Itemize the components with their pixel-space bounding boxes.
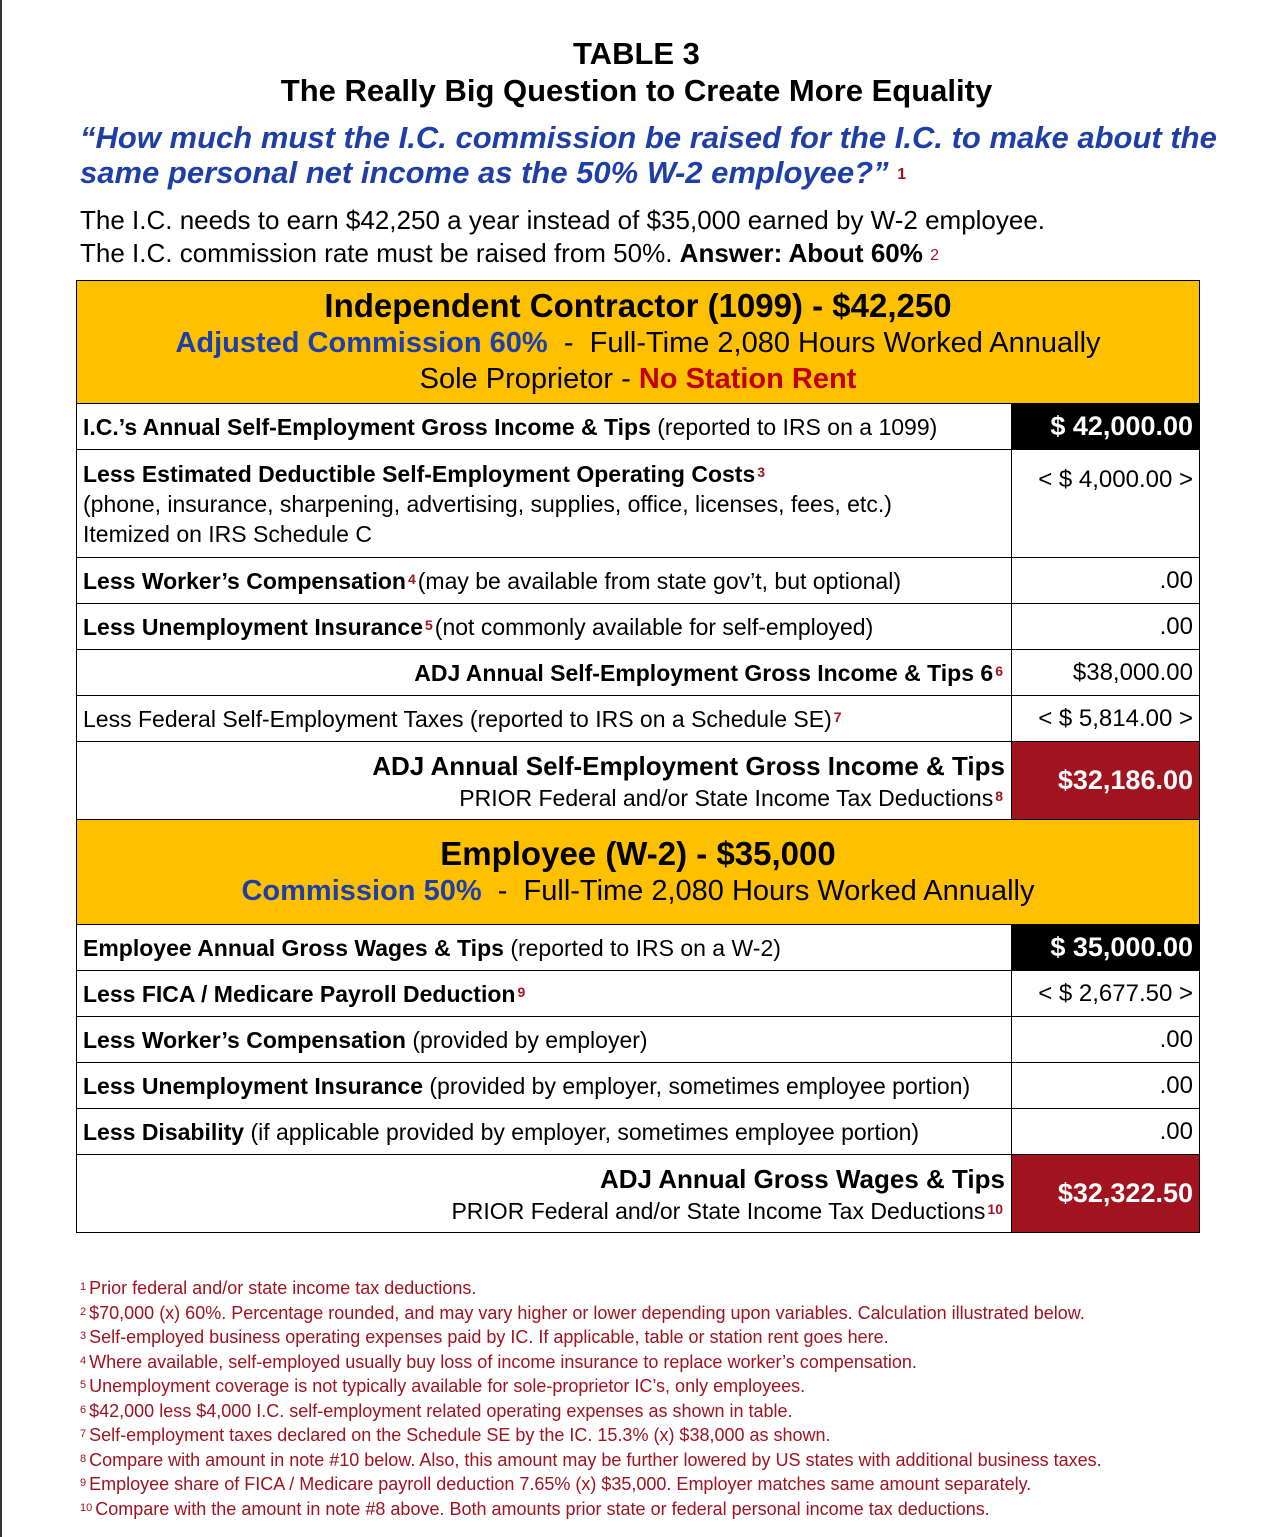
row-amount: $ 42,000.00 bbox=[1012, 404, 1200, 450]
intro-footnote-ref: 2 bbox=[930, 247, 939, 264]
footnote: $^2$ $70,000 (x) 60%. Percentage rounded, and may vary higher or lower depending upon variables. Calculation illustrated below. bbox=[80, 1302, 1085, 1323]
row-amount: .00 bbox=[1012, 558, 1200, 604]
footnote: $^6$ $42,000 less $4,000 I.C. self-employment related operating expenses as shown in table. bbox=[80, 1400, 793, 1421]
ic-section-title: Independent Contractor (1099) - $42,250 bbox=[324, 287, 952, 324]
row-amount: < $ 2,677.50 > bbox=[1012, 971, 1200, 1017]
row-label: ADJ Annual Self-Employment Gross Income & Tips PRIOR Federal and/or State Income Tax Deductions $^8$ bbox=[77, 742, 1012, 820]
table-row bbox=[77, 1017, 1200, 1063]
ic-commission-line: Adjusted Commission 60% - Full-Time 2,080 Hours Worked Annually bbox=[175, 327, 1101, 359]
footnote: $^5$ Unemployment coverage is not typically available for sole-proprietor IC’s, only employees. bbox=[80, 1376, 806, 1396]
big-question bbox=[80, 120, 1220, 190]
row-label: Less Unemployment Insurance $^5$(not commonly available for self-employed) bbox=[77, 604, 1012, 650]
row-label: Less Disability (if applicable provided by employer, sometimes employee portion) bbox=[77, 1109, 1012, 1155]
row-amount: < $ 5,814.00 > bbox=[1012, 696, 1200, 742]
footnote: $^8$ Compare with amount in note #10 below. Also, this amount may be further lowered by US states with additional business taxes. bbox=[80, 1449, 1102, 1470]
title-block bbox=[0, 36, 1273, 110]
question-text: “How much must the I.C. commission be raised for the I.C. to make about the same personal net income as the 50% W-2 employee?” bbox=[80, 120, 1217, 190]
ic-net-amount: $32,186.00 bbox=[1012, 742, 1200, 820]
table-title: TABLE 3 bbox=[573, 36, 700, 71]
question-footnote-ref: 1 bbox=[897, 166, 907, 183]
row-amount: .00 bbox=[1012, 1109, 1200, 1155]
ic-hours: Full-Time 2,080 Hours Worked Annually bbox=[589, 327, 1101, 359]
row-amount: $38,000.00 bbox=[1012, 650, 1200, 696]
table-subtitle: The Really Big Question to Create More Equality bbox=[280, 73, 993, 108]
emp-commission: Commission 50% bbox=[241, 875, 482, 907]
ic-no-rent: No Station Rent bbox=[638, 363, 857, 395]
row-label: ADJ Annual Self-Employment Gross Income & Tips 6 $^6$ bbox=[77, 650, 1012, 696]
comparison-table bbox=[76, 280, 1200, 1233]
table-row bbox=[77, 696, 1200, 742]
intro-line-2: The I.C. commission rate must be raised from 50%. Answer: About 60% $^2$ bbox=[80, 238, 939, 268]
intro-text bbox=[80, 204, 1230, 270]
footnotes bbox=[80, 1276, 1240, 1521]
table-row bbox=[77, 604, 1200, 650]
emp-commission-line: Commission 50% - Full-Time 2,080 Hours Worked Annually bbox=[241, 875, 1035, 907]
footnote: $^3$ Self-employed business operating expenses paid by IC. If applicable, table or station rent goes here. bbox=[80, 1327, 889, 1347]
intro-line-1: The I.C. needs to earn $42,250 a year instead of $35,000 earned by W-2 employee. bbox=[80, 205, 1046, 235]
row-label: Less Worker’s Compensation $^4$(may be available from state gov’t, but optional) bbox=[77, 558, 1012, 604]
table-row bbox=[77, 1155, 1200, 1233]
footnote: $^9$ Employee share of FICA / Medicare payroll deduction 7.65% (x) $35,000. Employer matches same amount separately. bbox=[80, 1474, 1032, 1494]
footnote: $^1$ Prior federal and/or state income tax deductions. bbox=[80, 1278, 477, 1298]
emp-section-title: Employee (W-2) - $35,000 bbox=[440, 835, 836, 872]
footnote: $^7$ Self-employment taxes declared on the Schedule SE by the IC. 15.3% (x) $38,000 as shown. bbox=[80, 1425, 831, 1445]
ic-proprietor-line: Sole Proprietor - No Station Rent bbox=[419, 363, 857, 395]
table-row bbox=[77, 650, 1200, 696]
ic-section-header bbox=[77, 281, 1200, 404]
table-row bbox=[77, 971, 1200, 1017]
table-row bbox=[77, 450, 1200, 558]
ic-commission: Adjusted Commission 60% bbox=[175, 327, 548, 359]
row-label: Less FICA / Medicare Payroll Deduction $^9$ bbox=[77, 971, 1012, 1017]
row-label: Less Unemployment Insurance (provided by employer, sometimes employee portion) bbox=[77, 1063, 1012, 1109]
table-row bbox=[77, 925, 1200, 971]
emp-hours: Full-Time 2,080 Hours Worked Annually bbox=[523, 875, 1035, 907]
page-left-border bbox=[0, 0, 2, 1537]
intro-answer: Answer: About 60% bbox=[679, 238, 923, 268]
emp-section-header bbox=[77, 820, 1200, 925]
row-amount: .00 bbox=[1012, 604, 1200, 650]
footnote: $^{10}$ Compare with the amount in note #8 above. Both amounts prior state or federal personal income tax deductions. bbox=[80, 1498, 990, 1519]
table-row bbox=[77, 404, 1200, 450]
row-label: ADJ Annual Gross Wages & Tips PRIOR Federal and/or State Income Tax Deductions $^{10}$ bbox=[77, 1155, 1012, 1233]
emp-net-amount: $32,322.50 bbox=[1012, 1155, 1200, 1233]
row-amount: $ 35,000.00 bbox=[1012, 925, 1200, 971]
row-label: Less Federal Self-Employment Taxes (reported to IRS on a Schedule SE) $^7$ bbox=[77, 696, 1012, 742]
row-amount: .00 bbox=[1012, 1017, 1200, 1063]
table-row bbox=[77, 1109, 1200, 1155]
row-label: Employee Annual Gross Wages & Tips (reported to IRS on a W-2) bbox=[77, 925, 1012, 971]
row-label: Less Estimated Deductible Self-Employment Operating Costs $^3$ (phone, insurance, sharpening, advertising, supplies, office, licenses, fees, etc.) Itemized on IRS Schedule C bbox=[77, 450, 1012, 558]
footnote: $^4$ Where available, self-employed usually buy loss of income insurance to replace worker’s compensation. bbox=[80, 1351, 917, 1372]
table-row bbox=[77, 558, 1200, 604]
table-row bbox=[77, 1063, 1200, 1109]
row-amount: < $ 4,000.00 > bbox=[1012, 450, 1200, 558]
row-label: I.C.’s Annual Self-Employment Gross Income & Tips (reported to IRS on a 1099) bbox=[77, 404, 1012, 450]
row-label: Less Worker’s Compensation (provided by employer) bbox=[77, 1017, 1012, 1063]
row-amount: .00 bbox=[1012, 1063, 1200, 1109]
table-row bbox=[77, 742, 1200, 820]
